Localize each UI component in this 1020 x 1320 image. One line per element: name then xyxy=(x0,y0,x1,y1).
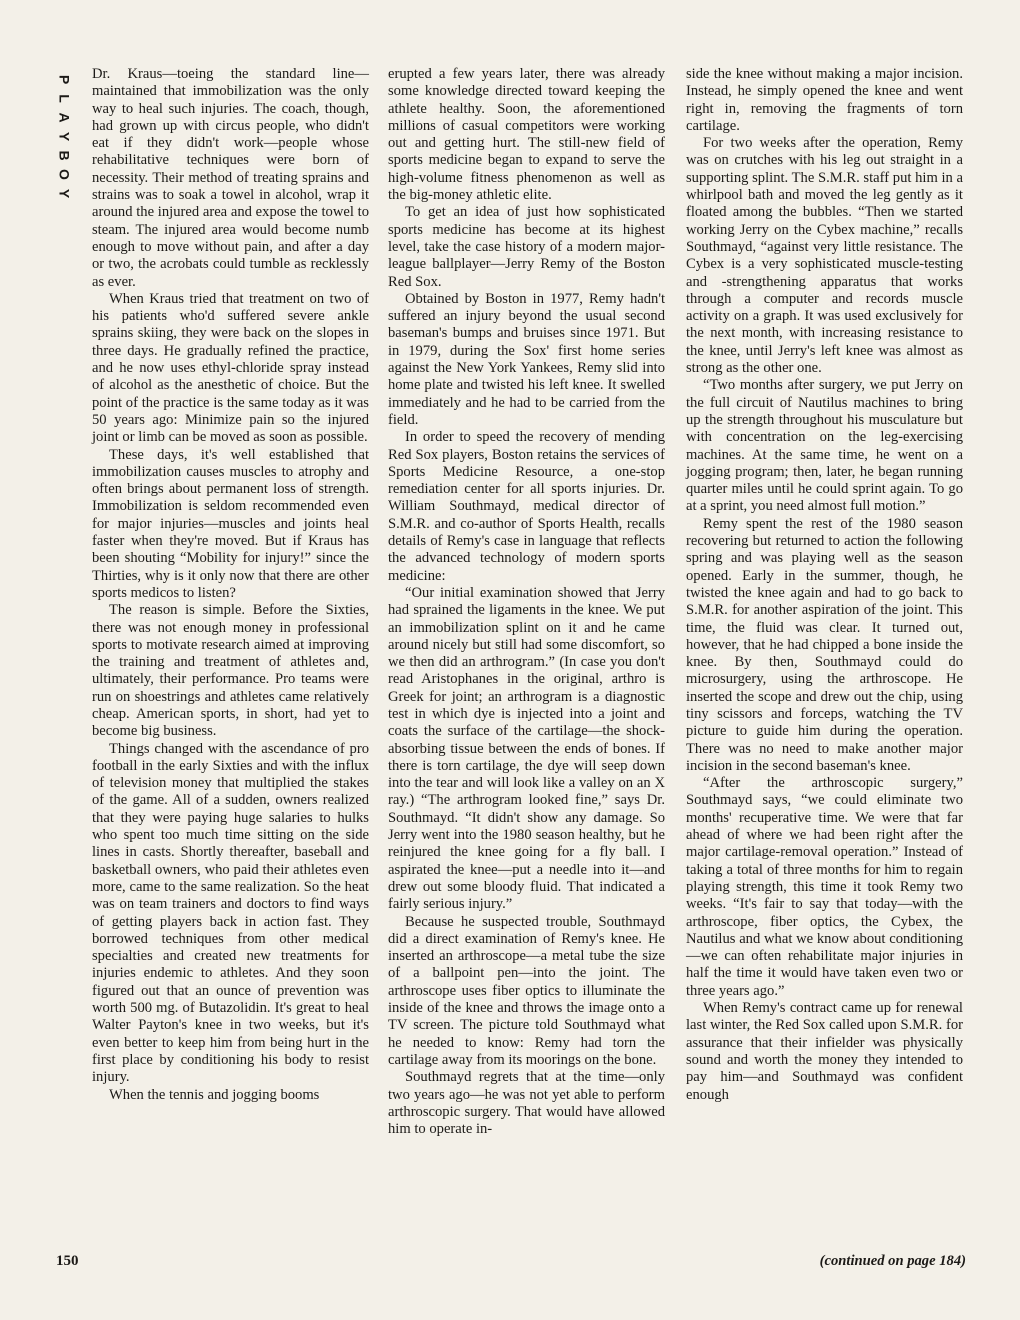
paragraph: erupted a few years later, there was already some knowledge directed toward keeping the athlete healthy. Soon, the aforementioned millions of casual competitors were working out and getting hurt. The still-new field of sports medicine began to expand to serve the high-volume fitness phenomenon as well as the big-money athletic elite. xyxy=(388,66,665,204)
masthead xyxy=(52,70,76,203)
paragraph: “After the arthroscopic surgery,” Southmayd says, “we could eliminate two months' recuperative time. We were that far ahead of where we had been right after the major cartilage-removal operation.” Instead of taking a total of three months for him to regain playing strength, this time it took Remy two weeks. “It's fair to say that today—with the arthroscope, fiber optics, the Cybex, the Nautilus and what we know about conditioning—we can often rehabilitate major injuries in half the time it would have taken even two or three years ago.” xyxy=(686,775,963,999)
paragraph: In order to speed the recovery of mending Red Sox players, Boston retains the services of Sports Medicine Resource, a one-stop remediation center for all sports injuries. Dr. William Southmayd, medical director of S.M.R. and co-author of Sports Health, recalls details of Remy's case in language that reflects the advanced technology of modern sports medicine: xyxy=(388,429,665,584)
page-number: 150 xyxy=(56,1253,79,1269)
paragraph: Dr. Kraus—toeing the standard line—maintained that immobilization was the only way to heal such injuries. The coach, though, had grown up with circus people, who didn't eat if they didn't work—people whose rehabilitative techniques were born of necessity. Their method of treating sprains and strains was to soak a towel in alcohol, wrap it around the injured area and expose the towel to steam. The injured area would become numb enough to move without pain, and after a day or two, the acrobats could tumble as recklessly as ever. xyxy=(92,66,369,290)
paragraph: When Kraus tried that treatment on two of his patients who'd suffered severe ankle sprains skiing, they were back on the slopes in three days. He gradually refined the practice, and he now uses ethyl-chloride spray instead of alcohol as the anesthetic of choice. But the point of the practice is the same today as it was 50 years ago: Minimize pain so the injured joint or limb can be moved as soon as possible. xyxy=(92,290,369,446)
text-column-1 xyxy=(92,66,369,1104)
text-column-3 xyxy=(686,66,963,1104)
masthead-letter: Y xyxy=(56,131,73,142)
masthead-letter: O xyxy=(56,169,73,180)
paragraph: To get an idea of just how sophisticated sports medicine has become at its highest level, take the case history of a modern major-league ballplayer—Jerry Remy of the Boston Red Sox. xyxy=(388,204,665,290)
paragraph: The reason is simple. Before the Sixties, there was not enough money in professional sports to motivate research aimed at improving the training and treatment of athletes and, ultimately, their performance. Pro teams were run on shoestrings and athletes came relatively cheap. American sports, in short, had yet to become big business. xyxy=(92,602,369,740)
paragraph: Southmayd regrets that at the time—only two years ago—he was not yet able to perform arthroscopic surgery. That would have allowed him to operate in- xyxy=(388,1069,665,1138)
masthead-letter: A xyxy=(56,112,73,123)
paragraph: Obtained by Boston in 1977, Remy hadn't suffered an injury beyond the usual second baseman's bumps and bruises since 1971. But in 1979, during the Sox' first home series against the New York Yankees, Remy slid into home plate and twisted his left knee. It swelled immediately and he had to be carried from the field. xyxy=(388,290,665,428)
paragraph: “Two months after surgery, we put Jerry on the full circuit of Nautilus machines to bring up the strength throughout his musculature but with concentration on the leg-exercising machines. At the same time, he went on a jogging program; then, later, he began running quarter miles until he could sprint again. To go at a sprint, you need almost full motion.” xyxy=(686,377,963,515)
paragraph: “Our initial examination showed that Jerry had sprained the ligaments in the knee. We put an immobilization splint on it and he came around nicely but still had some discomfort, so we then did an arthrogram.” (In case you don't read Aristophanes in the original, arthro is Greek for joint; an arthrogram is a diagnostic test in which dye is injected into a joint and coats the surface of the cartilage—the shock-absorbing tissue between the ends of bones. If there is torn cartilage, the dye will seep down into the tear and will look like a valley on an X ray.) “The arthrogram looked fine,” says Dr. Southmayd. “It didn't show any damage. So Jerry went into the 1980 season healthy, but he reinjured the knee going for a fly ball. I aspirated the knee—put a needle into it—and drew out some bloody fluid. That indicated a fairly serious injury.” xyxy=(388,584,665,913)
paragraph: When Remy's contract came up for renewal last winter, the Red Sox called upon S.M.R. for assurance that their infielder was physically sound and worth the money they intended to pay him—and Southmayd was confident enough xyxy=(686,1000,963,1103)
masthead-letter: L xyxy=(56,94,73,103)
masthead-letter: B xyxy=(56,150,73,161)
paragraph: side the knee without making a major incision. Instead, he simply opened the knee and went right in, removing the fragments of torn cartilage. xyxy=(686,66,963,134)
paragraph: Remy spent the rest of the 1980 season recovering but returned to action the following spring and was playing well as the season opened. Early in the summer, though, he twisted the knee again and had to go back to S.M.R. for another aspiration of the joint. This time, the fluid was clear. It turned out, however, that he had chipped a bone inside the knee. By then, Southmayd could do microsurgery, using the arthroscope. He inserted the scope and drew out the chip, using tiny scissors and forceps, watching the TV picture to guide him during the operation. There was no need to make another major incision in the second baseman's knee. xyxy=(686,515,963,774)
paragraph: Things changed with the ascendance of pro football in the early Sixties and with the influx of television money that multiplied the stakes of the game. All of a sudden, owners realized that they were paying huge salaries to hulks who spent too much time sitting on the side lines in casts. Shortly thereafter, baseball and basketball owners, who paid their athletes even more, came to the same realization. So the heat was on team trainers and doctors to find ways of getting players back in action fast. They borrowed techniques from other medical specialties and created new treatments for injuries endemic to athletes. And they soon figured out that an ounce of prevention was worth 500 mg. of Butazolidin. It's great to heal Walter Payton's knee in two weeks, but it's even better to keep him from being hurt in the first place by conditioning his body to resist injury. xyxy=(92,740,369,1086)
paragraph: These days, it's well established that immobilization causes muscles to atrophy and often brings about permanent loss of strength. Immobilization is seldom recommended even for major injuries—muscles and joints heal faster when they're moved. But if Kraus has been shouting “Mobility for injury!” since the Thirties, why is it only now that there are other sports medicos to listen? xyxy=(92,446,369,601)
masthead-letter: Y xyxy=(56,188,73,199)
continued-notice: ( continued on page 184 ) xyxy=(796,1253,966,1270)
text-column-2 xyxy=(388,66,665,1138)
paragraph: When the tennis and jogging booms xyxy=(109,1086,320,1103)
paragraph: Because he suspected trouble, Southmayd did a direct examination of Remy's knee. He inserted an arthroscope—a metal tube the size of a ballpoint pen—into the joint. The arthroscope uses fiber optics to illuminate the inside of the knee and throws the image onto a TV screen. The picture told Southmayd what he needed to know: Remy had torn the cartilage away from its moorings on the bone. xyxy=(388,913,665,1068)
masthead-letter: P xyxy=(56,74,73,85)
paragraph: For two weeks after the operation, Remy was on crutches with his leg out straight in a supporting splint. The S.M.R. staff put him in a whirlpool bath and moved the leg gently as it floated among the bubbles. “Then we started working Jerry on the Cybex machine,” recalls Southmayd, “against very little resistance. The Cybex is a very sophisticated muscle-testing and -strengthening apparatus that works through a computer and records muscle activity on a graph. It was used exclusively for the next month, with increasing resistance to the knee, until Jerry's left knee was almost as strong as the other one. xyxy=(686,135,963,377)
